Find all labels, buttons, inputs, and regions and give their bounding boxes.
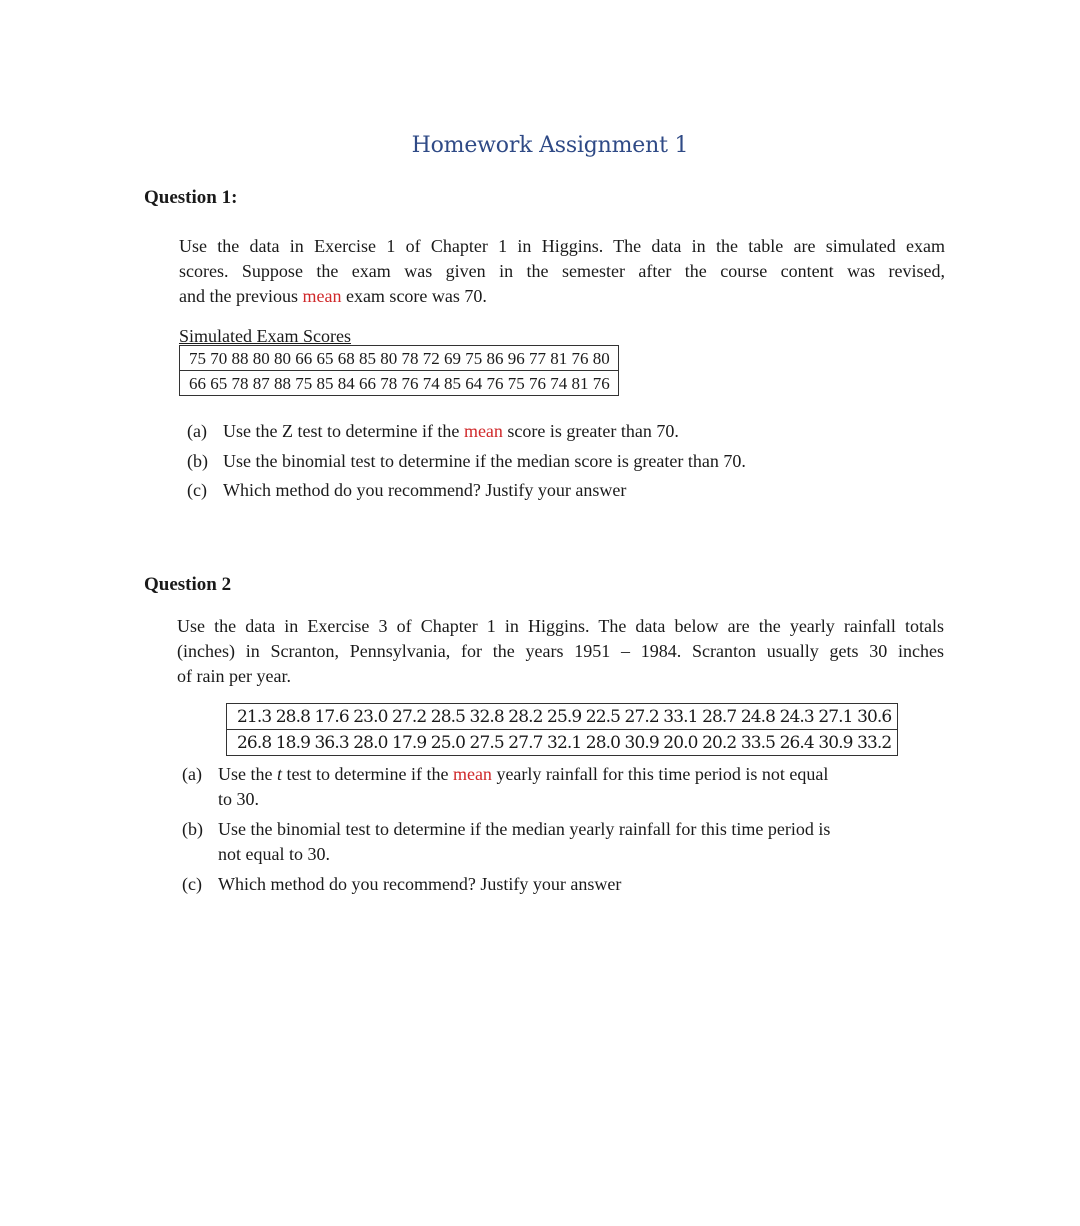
exam-scores-table-caption: Simulated Exam Scores (179, 326, 351, 346)
part-text: yearly rainfall for this time period is not equal (491, 764, 829, 784)
question-2-intro-line-3: of rain per year. (177, 666, 291, 686)
question-2-part-c (182, 872, 621, 897)
question-1-heading: Question 1: (144, 187, 238, 208)
part-label: (c) (182, 874, 202, 894)
part-text: Which method do you recommend? Justify your answer (223, 480, 627, 500)
t-variable: t (276, 764, 282, 784)
question-2-part-a (182, 762, 828, 787)
question-1-part-c (187, 478, 626, 503)
question-2-part-b-continued: not equal to 30. (218, 844, 330, 864)
question-1-intro (179, 234, 945, 309)
part-text: Use the binomial test to determine if the median yearly rainfall for this time period is (218, 819, 831, 839)
question-1-part-a (187, 419, 679, 444)
exam-scores-table (179, 345, 619, 396)
question-1-part-b (187, 449, 746, 474)
mean-highlight: mean (463, 421, 503, 441)
part-label: (b) (182, 819, 203, 839)
intro-text: and the previous (179, 286, 303, 306)
rainfall-row-1: 21.3 28.8 17.6 23.0 27.2 28.5 32.8 28.2 25.9 22.5 27.2 33.1 28.7 24.8 24.3 27.1 30.6 (227, 704, 898, 730)
part-text: test to determine if the (282, 764, 453, 784)
part-text: Use the (218, 764, 277, 784)
part-label: (a) (182, 764, 202, 784)
rainfall-row-2: 26.8 18.9 36.3 28.0 17.9 25.0 27.5 27.7 32.1 28.0 30.9 20.0 20.2 33.5 26.4 30.9 33.2 (227, 730, 898, 756)
mean-highlight: mean (302, 286, 342, 306)
exam-scores-row-2: 66 65 78 87 88 75 85 84 66 78 76 74 85 64 76 75 76 74 81 76 (180, 371, 619, 396)
table-row (227, 704, 898, 730)
part-label: (b) (187, 451, 208, 471)
part-text: score is greater than 70. (502, 421, 679, 441)
question-1-intro-line-2: scores. Suppose the exam was given in the semester after the course content was revised, (179, 261, 945, 281)
table-row (180, 371, 619, 396)
question-2-heading: Question 2 (144, 574, 232, 595)
part-text: Use the Z test to determine if the (223, 421, 464, 441)
exam-scores-row-1: 75 70 88 80 80 66 65 68 85 80 78 72 69 75 86 96 77 81 76 80 (180, 346, 619, 371)
mean-highlight: mean (452, 764, 492, 784)
question-2-part-a-continued: to 30. (218, 789, 260, 809)
question-1-intro-line-1: Use the data in Exercise 1 of Chapter 1 in Higgins. The data in the table are simulated exam (179, 236, 945, 256)
question-1-intro-line-3 (179, 284, 945, 309)
question-2-intro (177, 614, 944, 689)
part-text: Use the binomial test to determine if the median score is greater than 70. (223, 451, 746, 471)
document-title: Homework Assignment 1 (411, 133, 689, 158)
table-row (227, 730, 898, 756)
question-2-intro-line-1: Use the data in Exercise 3 of Chapter 1 in Higgins. The data below are the yearly rainfall totals (177, 616, 944, 636)
rainfall-table (226, 703, 898, 756)
part-label: (a) (187, 421, 207, 441)
question-2-part-b (182, 817, 830, 842)
part-label: (c) (187, 480, 207, 500)
question-2-intro-line-2: (inches) in Scranton, Pennsylvania, for the years 1951 – 1984. Scranton usually gets 30 inches (177, 641, 944, 661)
intro-text: exam score was 70. (341, 286, 487, 306)
part-text: Which method do you recommend? Justify your answer (218, 874, 622, 894)
table-row (180, 346, 619, 371)
